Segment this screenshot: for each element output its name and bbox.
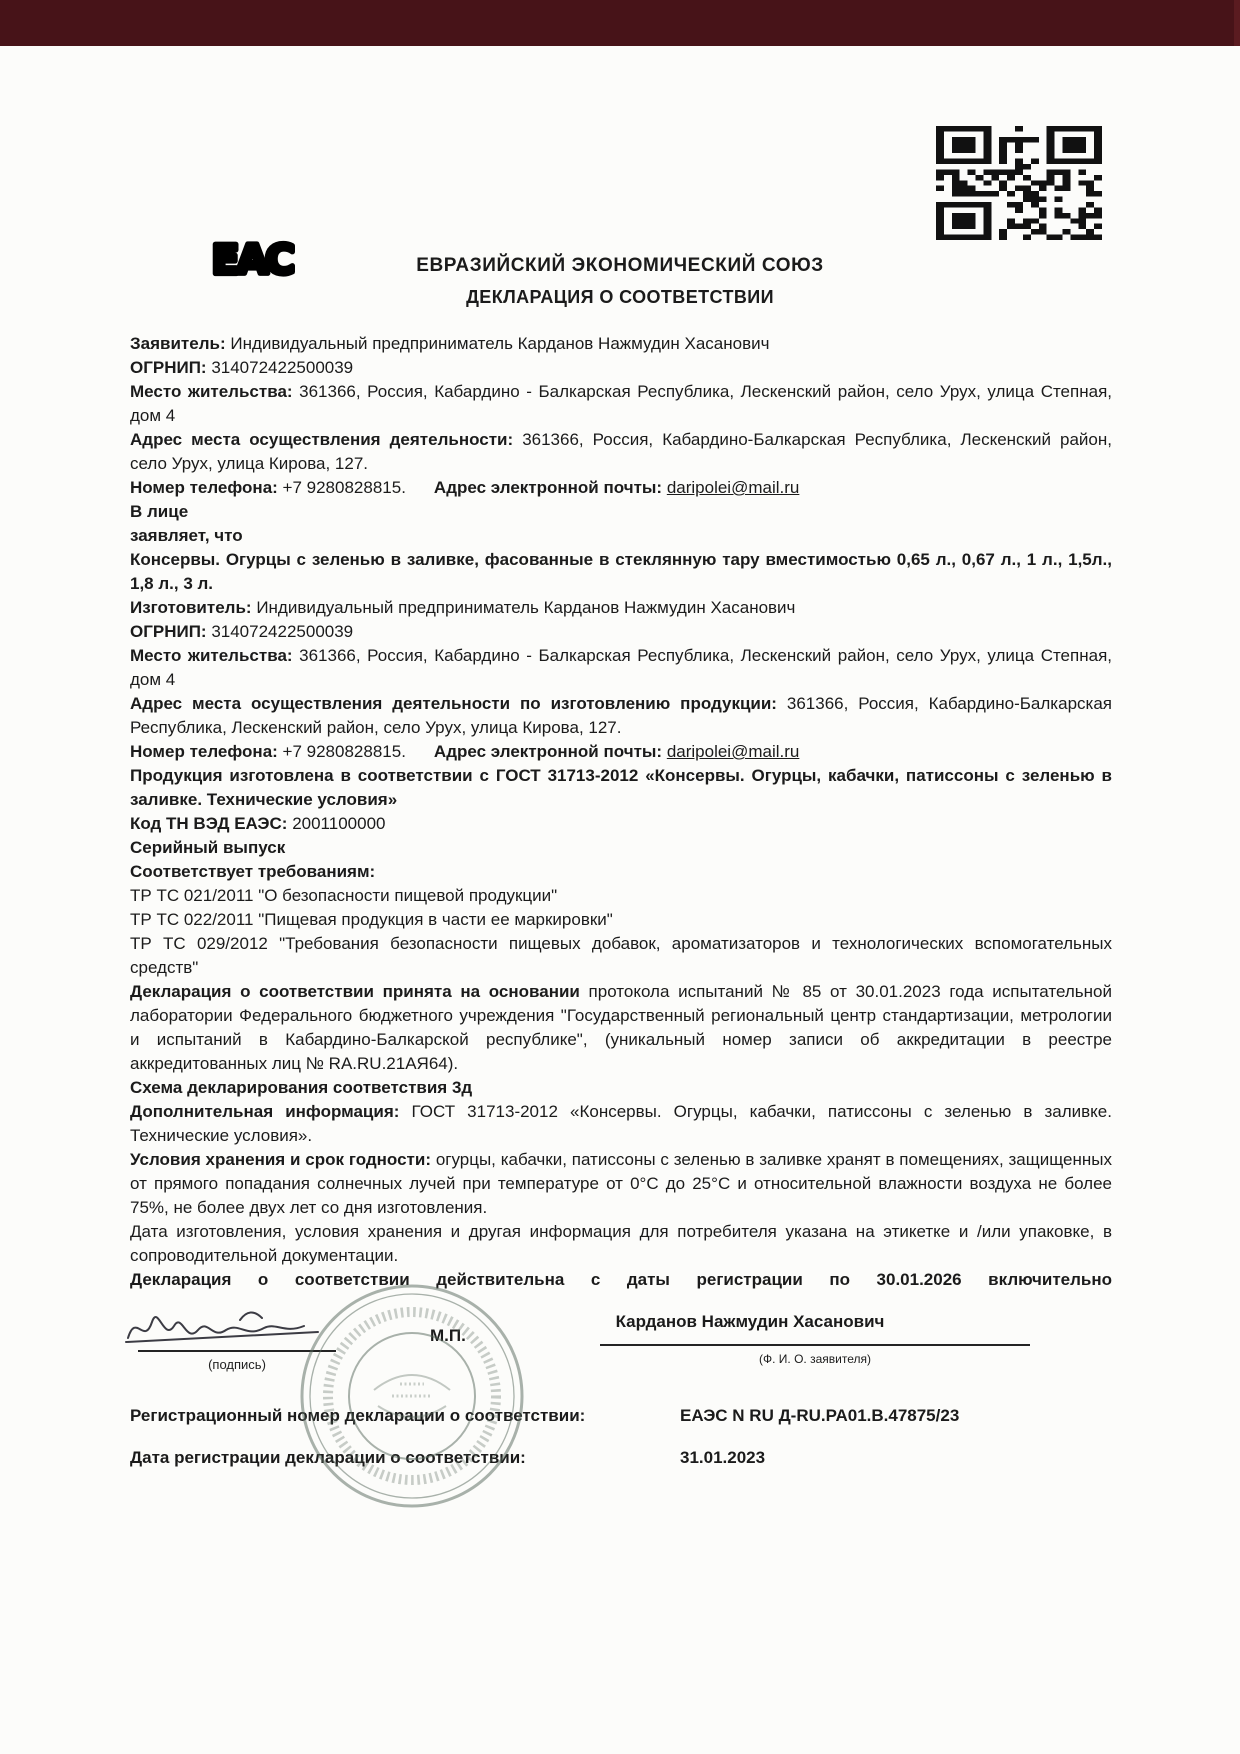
declarant-caption: (Ф. И. О. заявителя) bbox=[759, 1352, 871, 1366]
validity-line: Декларация о соответствии действительна с даты регистрации по 30.01.2026 включительно bbox=[130, 1270, 1112, 1289]
additional-info-label: Дополнительная информация: bbox=[130, 1102, 400, 1121]
manufacturer-contacts-line bbox=[130, 740, 1112, 764]
manufacturer-phone-value: +7 9280828815. bbox=[282, 742, 406, 761]
additional-info-value: ГОСТ 31713-2012 «Консервы. Огурцы, кабачки, патиссоны с зеленью в заливке. Технические условия». bbox=[130, 1102, 1112, 1145]
manufacturer-activity-line bbox=[130, 692, 1112, 740]
manufacturer-activity-label: Адрес места осуществления деятельности по изготовлению продукции: bbox=[130, 694, 777, 713]
requirements-title: Соответствует требованиям: bbox=[130, 862, 376, 881]
declares-line: заявляет, что bbox=[130, 526, 243, 545]
document-body bbox=[130, 332, 1112, 1470]
labeling-note: Дата изготовления, условия хранения и другая информация для потребителя указана на этикетке и /или упаковке, в сопроводительной документации. bbox=[130, 1222, 1112, 1265]
scheme-line: Схема декларирования соответствия 3д bbox=[130, 1078, 473, 1097]
registration-date-label: Дата регистрации декларации о соответствии: bbox=[130, 1448, 526, 1467]
product-description: Консервы. Огурцы с зеленью в заливке, фасованные в стеклянную тару вместимостью 0,65 л., 0,67 л., 1 л., 1,5л., 1,8 л., 3 л. bbox=[130, 550, 1112, 593]
signature-caption: (подпись) bbox=[208, 1357, 266, 1372]
basis-label: Декларация о соответствии принята на основании bbox=[130, 982, 580, 1001]
manufacturer-residence-label: Место жительства: bbox=[130, 646, 293, 665]
in-person-line: В лице bbox=[130, 502, 189, 521]
storage-label: Условия хранения и срок годности: bbox=[130, 1150, 431, 1169]
tnved-line bbox=[130, 812, 1112, 836]
phone-label: Номер телефона: bbox=[130, 478, 278, 497]
signature-line bbox=[138, 1350, 336, 1352]
applicant-label: Заявитель: bbox=[130, 334, 226, 353]
manufacturer-label: Изготовитель: bbox=[130, 598, 252, 617]
residence-label: Место жительства: bbox=[130, 382, 293, 401]
email-value: daripolei@mail.ru bbox=[666, 478, 800, 497]
manufacturer-line bbox=[130, 596, 1112, 620]
storage-paragraph bbox=[130, 1148, 1112, 1220]
registration-date-row bbox=[130, 1446, 1112, 1470]
union-title: ЕВРАЗИЙСКИЙ ЭКОНОМИЧЕСКИЙ СОЮЗ bbox=[416, 255, 824, 276]
ogrnip-label: ОГРНИП: bbox=[130, 358, 207, 377]
basis-text: протокола испытаний № 85 от 30.01.2023 года испытательной лаборатории Федерального бюджетного учреждения "Государственный региональный центр стандартизации, метрологии и испытаний в Кабардино-Балкарской республике", (уникальный номер записи об аккредитации в реестре аккредитованных лиц № RA.RU.21АЯ64). bbox=[130, 982, 1112, 1073]
manufacturer-ogrnip-value: 314072422500039 bbox=[211, 622, 354, 641]
manufacturer-ogrnip-label: ОГРНИП: bbox=[130, 622, 207, 641]
manufacturer-email-value: daripolei@mail.ru bbox=[666, 742, 800, 761]
manufacturer-phone-label: Номер телефона: bbox=[130, 742, 278, 761]
tnved-value: 2001100000 bbox=[292, 814, 386, 833]
manufacturer-residence-value: 361366, Россия, Кабардино - Балкарская Республика, Лескенский район, село Урух, улица Степная, дом 4 bbox=[130, 646, 1112, 689]
applicant-activity-line bbox=[130, 428, 1112, 476]
scan-top-band bbox=[0, 0, 1240, 46]
registration-date-value: 31.01.2023 bbox=[680, 1448, 766, 1467]
applicant-contacts-line bbox=[130, 476, 1112, 500]
qr-code-image bbox=[936, 126, 1102, 240]
gost-conformity-paragraph: Продукция изготовлена в соответствии с ГОСТ 31713-2012 «Консервы. Огурцы, кабачки, патиссоны с зеленью в заливке. Технические условия» bbox=[130, 766, 1112, 809]
manufacturer-activity-value: 361366, Россия, Кабардино-Балкарская Республика, Лескенский район, село Урух, улица Кирова, 127. bbox=[130, 694, 1113, 737]
ogrnip-value: 314072422500039 bbox=[211, 358, 354, 377]
activity-address-value: 361366, Россия, Кабардино-Балкарская Республика, Лескенский район, село Урух, улица Кирова, 127. bbox=[130, 430, 1112, 473]
applicant-residence-line bbox=[130, 380, 1112, 428]
storage-value: огурцы, кабачки, патиссоны с зеленью в заливке хранят в помещениях, защищенных от прямого попадания солнечных лучей при температуре от 0°С до 25°С и относительной влажности воздуха не более 75%, не более двух лет со дня изготовления. bbox=[130, 1150, 1112, 1217]
declarant-name: Карданов Нажмудин Хасанович bbox=[615, 1312, 885, 1331]
requirement-item: ТР ТС 021/2011 "О безопасности пищевой продукции" bbox=[130, 886, 558, 905]
stamp-place-mark: М.П. bbox=[430, 1326, 466, 1345]
applicant-line bbox=[130, 332, 1112, 356]
manufacturer-residence-line bbox=[130, 644, 1112, 692]
manufacturer-email-label: Адрес электронной почты: bbox=[433, 742, 663, 761]
manufacturer-name: Индивидуальный предприниматель Карданов Нажмудин Хасанович bbox=[256, 598, 796, 617]
requirement-item: ТР ТС 022/2011 "Пищевая продукция в части ее маркировки" bbox=[130, 910, 613, 929]
handwritten-signature bbox=[122, 1290, 332, 1356]
document-title: ДЕКЛАРАЦИЯ О СООТВЕТСТВИИ bbox=[466, 287, 774, 307]
registration-number-label: Регистрационный номер декларации о соответствии: bbox=[130, 1406, 586, 1425]
applicant-ogrnip-line bbox=[130, 356, 1112, 380]
phone-value: +7 9280828815. bbox=[282, 478, 406, 497]
registration-number-value: ЕАЭС N RU Д-RU.РА01.В.47875/23 bbox=[680, 1406, 960, 1425]
serial-release-line: Серийный выпуск bbox=[130, 838, 286, 857]
document-header bbox=[0, 255, 1240, 308]
additional-info-paragraph bbox=[130, 1100, 1112, 1148]
activity-address-label: Адрес места осуществления деятельности: bbox=[130, 430, 514, 449]
basis-paragraph bbox=[130, 980, 1112, 1076]
email-label: Адрес электронной почты: bbox=[433, 478, 663, 497]
registration-number-row bbox=[130, 1404, 1112, 1428]
applicant-name: Индивидуальный предприниматель Карданов Нажмудин Хасанович bbox=[230, 334, 770, 353]
manufacturer-ogrnip-line bbox=[130, 620, 1112, 644]
declarant-name-line bbox=[600, 1344, 1030, 1346]
tnved-label: Код ТН ВЭД ЕАЭС: bbox=[130, 814, 288, 833]
residence-value: 361366, Россия, Кабардино - Балкарская Республика, Лескенский район, село Урух, улица Степная, дом 4 bbox=[130, 382, 1112, 425]
requirement-item: ТР ТС 029/2012 "Требования безопасности пищевых добавок, ароматизаторов и технологических вспомогательных средств" bbox=[130, 934, 1112, 977]
svg-text:ЕАС: ЕАС bbox=[211, 235, 293, 284]
signature-block bbox=[130, 1304, 1112, 1386]
